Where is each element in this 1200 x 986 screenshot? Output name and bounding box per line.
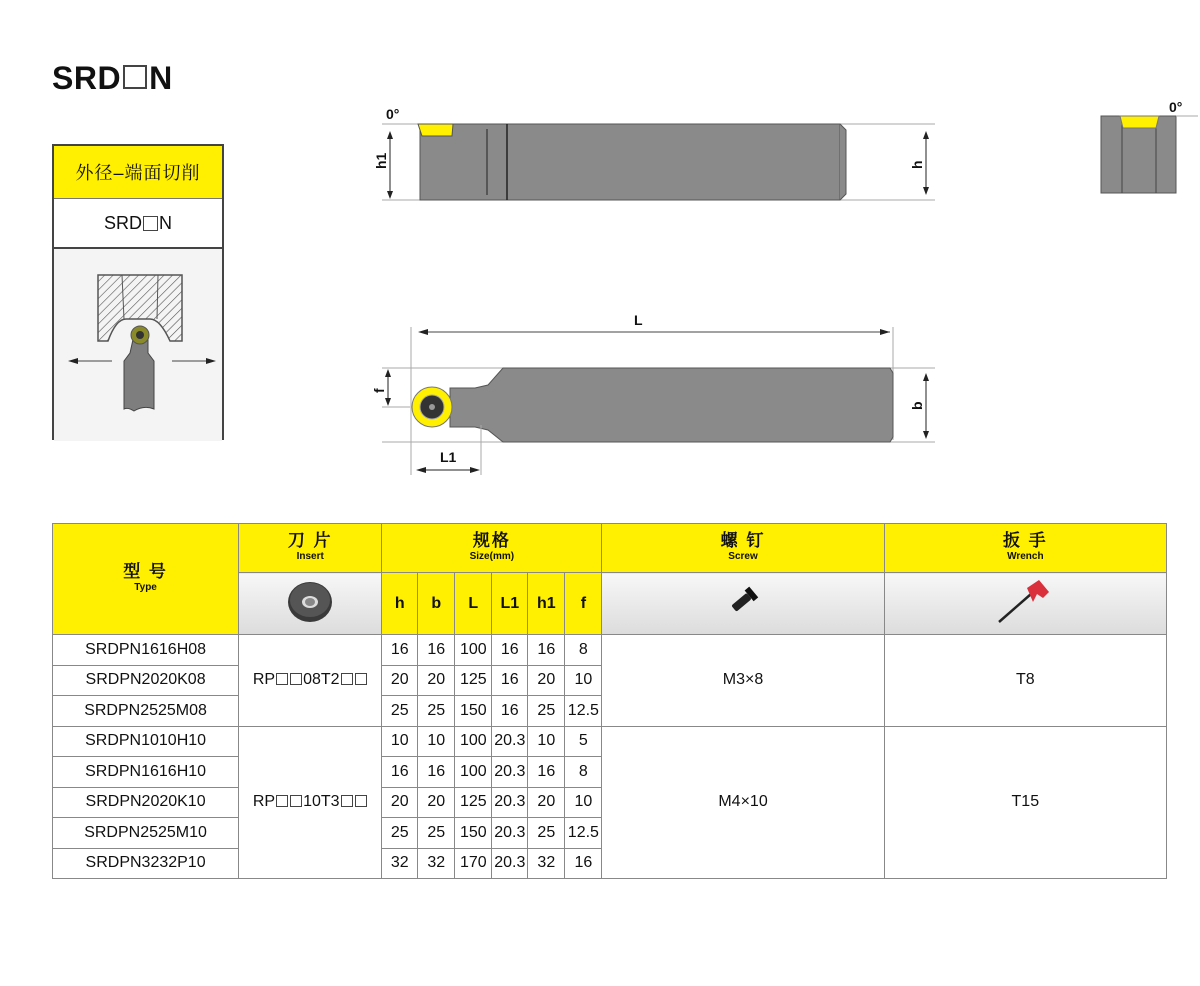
col-L1: L1 — [492, 573, 528, 635]
screw-cell: M4×10 — [602, 726, 884, 879]
insert-cell: RP 10T3 — [239, 726, 382, 879]
square-placeholder-icon — [290, 673, 302, 685]
table-row: SRDPN2020K08 20 20 125 16 20 10 — [53, 665, 1167, 696]
square-placeholder-icon — [276, 673, 288, 685]
operation-box — [52, 144, 224, 440]
insert-cell: RP 08T2 — [239, 635, 382, 727]
round-insert-icon — [285, 578, 335, 624]
side-view-diagram — [370, 95, 950, 210]
wrench-image-cell — [884, 573, 1166, 635]
header-wrench: 扳 手 Wrench — [884, 524, 1166, 573]
square-placeholder-icon — [341, 673, 353, 685]
facing-diagram-icon — [54, 249, 222, 441]
svg-text:h: h — [909, 160, 925, 169]
end-view-diagram — [1080, 90, 1200, 205]
table-row: SRDPN2020K10 20 20 125 20.3 20 10 — [53, 787, 1167, 818]
wrench-icon — [993, 576, 1057, 626]
page-title: SRD N — [52, 60, 173, 96]
operation-header: 外径–端面切削 — [54, 146, 222, 199]
header-type: 型 号 Type — [53, 524, 239, 635]
col-h1: h1 — [528, 573, 565, 635]
svg-text:0°: 0° — [386, 106, 400, 122]
wrench-cell: T15 — [884, 726, 1166, 879]
header-size: 规格 Size(mm) — [382, 524, 602, 573]
svg-text:b: b — [909, 401, 925, 410]
col-h: h — [382, 573, 418, 635]
square-placeholder-icon — [276, 795, 288, 807]
col-f: f — [565, 573, 602, 635]
header-insert: 刀 片 Insert — [239, 524, 382, 573]
col-b: b — [418, 573, 455, 635]
screw-cell: M3×8 — [602, 635, 884, 727]
svg-text:L1: L1 — [440, 449, 457, 465]
square-placeholder-icon — [290, 795, 302, 807]
table-row: SRDPN1010H10 RP 10T3 10 10 100 20.3 10 5 M4×10 T15 — [53, 726, 1167, 757]
table-row: SRDPN1616H10 16 16 100 20.3 16 8 — [53, 757, 1167, 788]
table-row: SRDPN3232P10 32 32 170 20.3 32 16 — [53, 848, 1167, 879]
square-placeholder-icon — [341, 795, 353, 807]
top-view-diagram — [370, 305, 950, 480]
svg-text:f: f — [371, 388, 387, 393]
header-screw: 螺 钉 Screw — [602, 524, 884, 573]
col-L: L — [455, 573, 492, 635]
insert-image-cell — [239, 573, 382, 635]
square-placeholder-icon — [123, 65, 147, 89]
facing-operation-illustration — [54, 249, 222, 441]
square-placeholder-icon — [143, 216, 158, 231]
screw-icon — [723, 583, 763, 619]
square-placeholder-icon — [355, 795, 367, 807]
svg-text:0°: 0° — [1169, 99, 1183, 115]
table-row: SRDPN2525M10 25 25 150 20.3 25 12.5 — [53, 818, 1167, 849]
svg-text:L: L — [634, 312, 643, 328]
spec-table — [52, 523, 1167, 879]
table-row: SRDPN2525M08 25 25 150 16 25 12.5 — [53, 696, 1167, 727]
table-row: SRDPN1616H08 RP 08T2 16 16 100 16 16 8 M3×8 T8 — [53, 635, 1167, 666]
wrench-cell: T8 — [884, 635, 1166, 727]
screw-image-cell — [602, 573, 884, 635]
svg-text:h1: h1 — [373, 152, 389, 169]
operation-code: SRD N — [54, 199, 222, 249]
square-placeholder-icon — [355, 673, 367, 685]
